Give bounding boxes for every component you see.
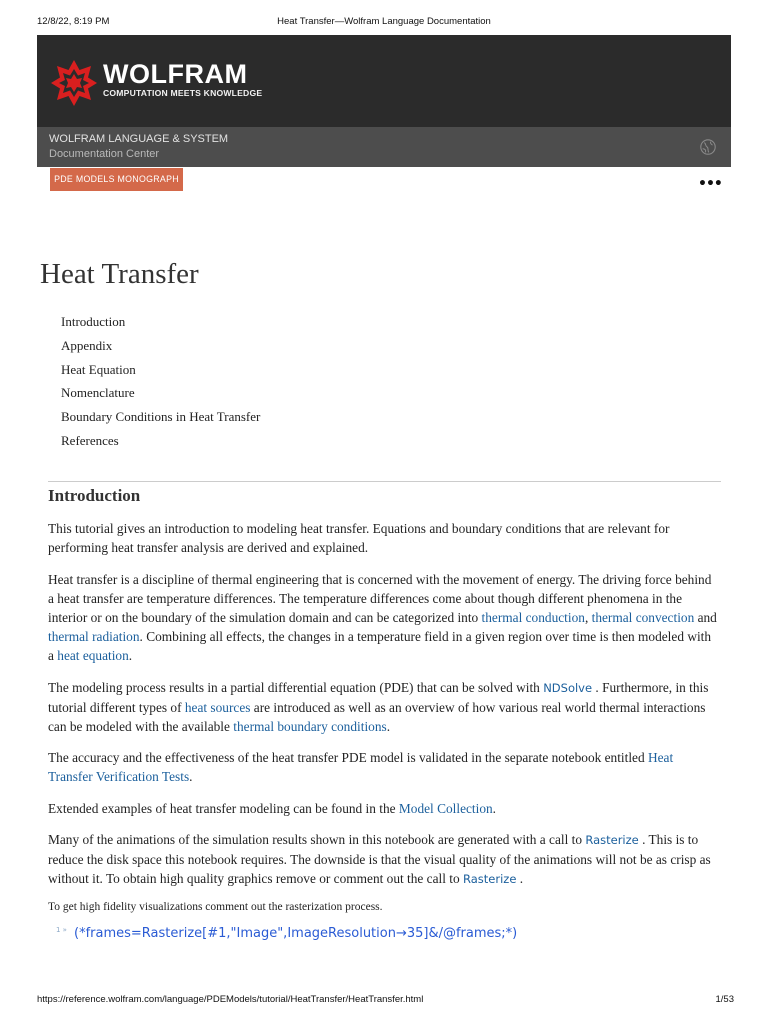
pde-models-monograph-button[interactable]: PDE MODELS MONOGRAPH	[50, 168, 183, 191]
intro-paragraph-2	[48, 570, 720, 665]
brand-wordmark[interactable]: WOLFRAM	[103, 59, 248, 89]
wolfram-banner	[37, 35, 731, 127]
table-of-contents	[61, 314, 260, 457]
print-footer	[0, 994, 768, 1008]
toc-item-introduction[interactable]: Introduction	[61, 314, 126, 329]
print-url: https://reference.wolfram.com/language/PDEModels/tutorial/HeatTransfer/HeatTransfer.html	[37, 994, 424, 1005]
thermal-conduction-link[interactable]: thermal conduction	[481, 610, 585, 626]
model-collection-link[interactable]: Model Collection	[398, 801, 493, 816]
intro-paragraph-4	[48, 748, 720, 786]
p6-text-1: Many of the animations of the simulation results shown in this notebook are generated with a call to	[48, 832, 586, 847]
p2-text-5: .	[128, 648, 133, 664]
print-datetime: 12/8/22, 8:19 PM	[37, 16, 110, 27]
toc-item-boundary-conditions[interactable]: Boundary Conditions in Heat Transfer	[61, 409, 261, 425]
p3-text-2: . Furthermore, in this tutorial different types of	[48, 680, 709, 716]
p3-text-4: .	[386, 719, 391, 735]
toc-item-references[interactable]: References	[61, 432, 119, 448]
p2-text-4: . Combining all effects, the changes in a temperature field in a given region over time is then modeled with a	[48, 629, 712, 664]
ndsolve-code-link[interactable]: NDSolve	[543, 681, 593, 695]
thermal-radiation-link[interactable]: thermal radiation	[48, 629, 140, 645]
intro-paragraph-3	[48, 678, 720, 736]
p3-text-1: The modeling process results in a partial differential equation (PDE) that can be solved with	[48, 680, 544, 695]
subnav-doc-center-link[interactable]: Documentation Center	[49, 148, 160, 160]
brand-tagline: COMPUTATION MEETS KNOWLEDGE	[103, 88, 263, 98]
p6-text-3: .	[516, 871, 524, 887]
heat-sources-link[interactable]: heat sources	[184, 700, 251, 716]
print-header	[0, 16, 768, 30]
p4-text-1: The accuracy and the effectiveness of the heat transfer PDE model is validated in the separate notebook entitled	[48, 750, 648, 765]
heat-equation-link[interactable]: heat equation	[57, 648, 129, 664]
section-title-introduction: Introduction	[48, 486, 141, 505]
verification-tests-link[interactable]: Heat Transfer Verification Tests	[48, 750, 674, 785]
p5-text-2: .	[492, 801, 497, 816]
intro-paragraph-6	[48, 830, 720, 889]
p4-text-2: .	[189, 769, 193, 785]
intro-paragraph-1: This tutorial gives an introduction to modeling heat transfer. Equations and boundary conditions that are relevant for performing heat transfer analysis are derived and explained.	[48, 521, 670, 556]
page-title: Heat Transfer	[40, 258, 199, 290]
p3-text-3: are introduced as well as an overview of how various real world thermal interactions can be modeled with the available	[48, 700, 706, 735]
subnav-product-link[interactable]: WOLFRAM LANGUAGE & SYSTEM	[49, 133, 229, 145]
toc-item-nomenclature[interactable]: Nomenclature	[61, 385, 135, 401]
input-cell-code[interactable]: (*frames=Rasterize[#1,"Image",ImageResolution→35]&/@frames;*)	[74, 926, 518, 941]
toc-item-heat-equation[interactable]: Heat Equation	[61, 361, 136, 377]
more-options-button[interactable]: •••	[698, 176, 722, 192]
wolfram-spikey-logo-icon[interactable]	[49, 58, 99, 108]
p6-text-2: . This is to reduce the disk space this notebook requires. The downside is that the visual quality of the animations will not be as crisp as without it. To obtain high quality graphics remove or comment out the call to	[48, 832, 711, 887]
p2-text-1: Heat transfer is a discipline of thermal engineering that is concerned with the movement of energy. The driving force behind a heat transfer are temperature differences. The temperature differences come about though different phenomena in the interior or on the boundary of the simulation domain and can be categorized into	[48, 572, 712, 626]
p5-text-1: Extended examples of heat transfer modeling can be found in the	[48, 801, 399, 816]
rasterize-code-link[interactable]: Rasterize	[585, 833, 639, 847]
thermal-convection-link[interactable]: thermal convection	[591, 610, 695, 626]
rasterize-code-link-2[interactable]: Rasterize	[463, 872, 517, 887]
globe-icon[interactable]	[699, 138, 717, 156]
toc-item-appendix[interactable]: Appendix	[61, 337, 113, 353]
print-page-title: Heat Transfer—Wolfram Language Documentation	[277, 16, 491, 27]
intro-paragraph-5	[48, 799, 720, 818]
rasterization-note: To get high fidelity visualizations comment out the rasterization process.	[48, 901, 383, 913]
p2-text-2: ,	[584, 610, 592, 626]
documentation-subnav	[37, 127, 731, 167]
print-page-number: 1/53	[715, 994, 734, 1005]
section-divider	[48, 481, 721, 482]
thermal-boundary-conditions-link[interactable]: thermal boundary conditions	[233, 719, 387, 735]
p2-text-3: and	[694, 610, 717, 626]
input-cell-label: 1 »	[56, 926, 67, 934]
